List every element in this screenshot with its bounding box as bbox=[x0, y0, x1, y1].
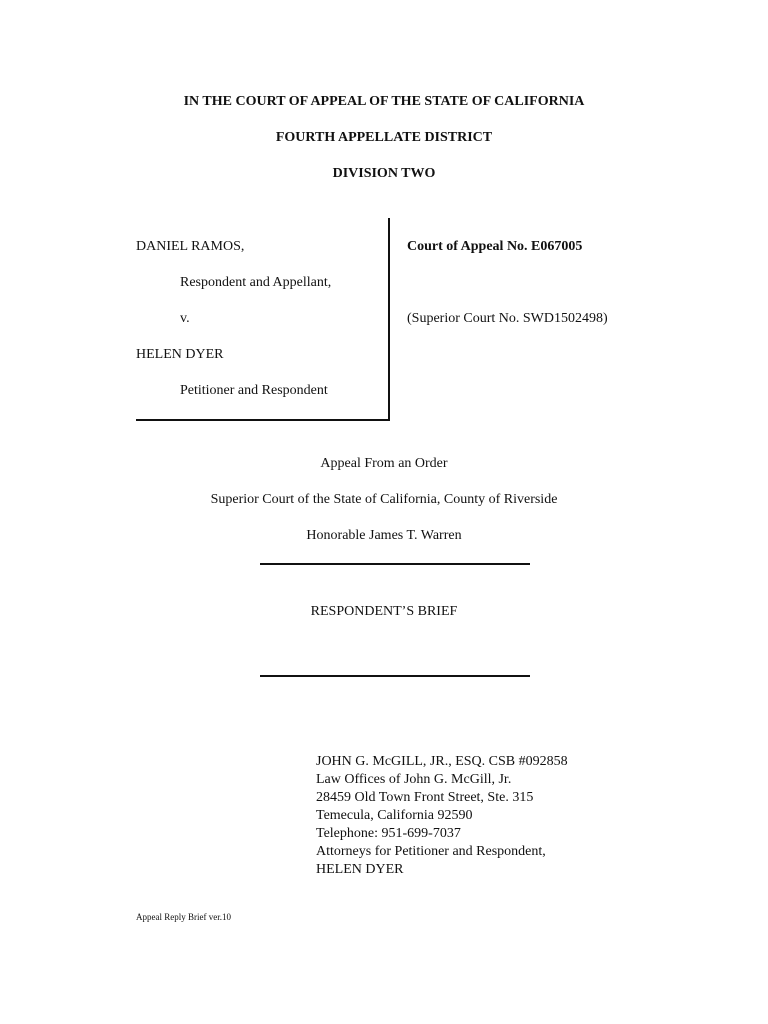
party1-name: DANIEL RAMOS, bbox=[136, 239, 245, 254]
appeal-number: Court of Appeal No. E067005 bbox=[407, 239, 583, 254]
counsel-line: Law Offices of John G. McGill, Jr. bbox=[316, 772, 512, 787]
caption-bottom-rule bbox=[136, 419, 390, 421]
court-heading-line1: IN THE COURT OF APPEAL OF THE STATE OF CALIFORNIA bbox=[183, 94, 585, 109]
appeal-line1: Appeal From an Order bbox=[320, 456, 448, 471]
appeal-line3: Honorable James T. Warren bbox=[306, 528, 462, 543]
counsel-line: Telephone: 951-699-7037 bbox=[316, 826, 461, 841]
brief-title: RESPONDENT’S BRIEF bbox=[310, 604, 458, 619]
counsel-line: 28459 Old Town Front Street, Ste. 315 bbox=[316, 790, 534, 805]
court-heading-line3: DIVISION TWO bbox=[332, 166, 436, 181]
court-heading-line2: FOURTH APPELLATE DISTRICT bbox=[275, 130, 493, 145]
superior-court-number: (Superior Court No. SWD1502498) bbox=[407, 311, 608, 326]
versus: v. bbox=[180, 311, 190, 326]
title-rule-bottom bbox=[260, 675, 530, 677]
caption-vertical-rule bbox=[388, 218, 390, 421]
counsel-line: HELEN DYER bbox=[316, 862, 404, 877]
footer-version: Appeal Reply Brief ver.10 bbox=[136, 912, 231, 922]
party2-name: HELEN DYER bbox=[136, 347, 224, 362]
appeal-line2: Superior Court of the State of California, County of Riverside bbox=[210, 492, 558, 507]
counsel-line: Temecula, California 92590 bbox=[316, 808, 473, 823]
counsel-line: JOHN G. McGILL, JR., ESQ. CSB #092858 bbox=[316, 754, 568, 769]
party2-role: Petitioner and Respondent bbox=[180, 383, 328, 398]
title-rule-top bbox=[260, 563, 530, 565]
counsel-line: Attorneys for Petitioner and Respondent, bbox=[316, 844, 546, 859]
counsel-block bbox=[316, 753, 568, 879]
party1-role: Respondent and Appellant, bbox=[180, 275, 332, 290]
